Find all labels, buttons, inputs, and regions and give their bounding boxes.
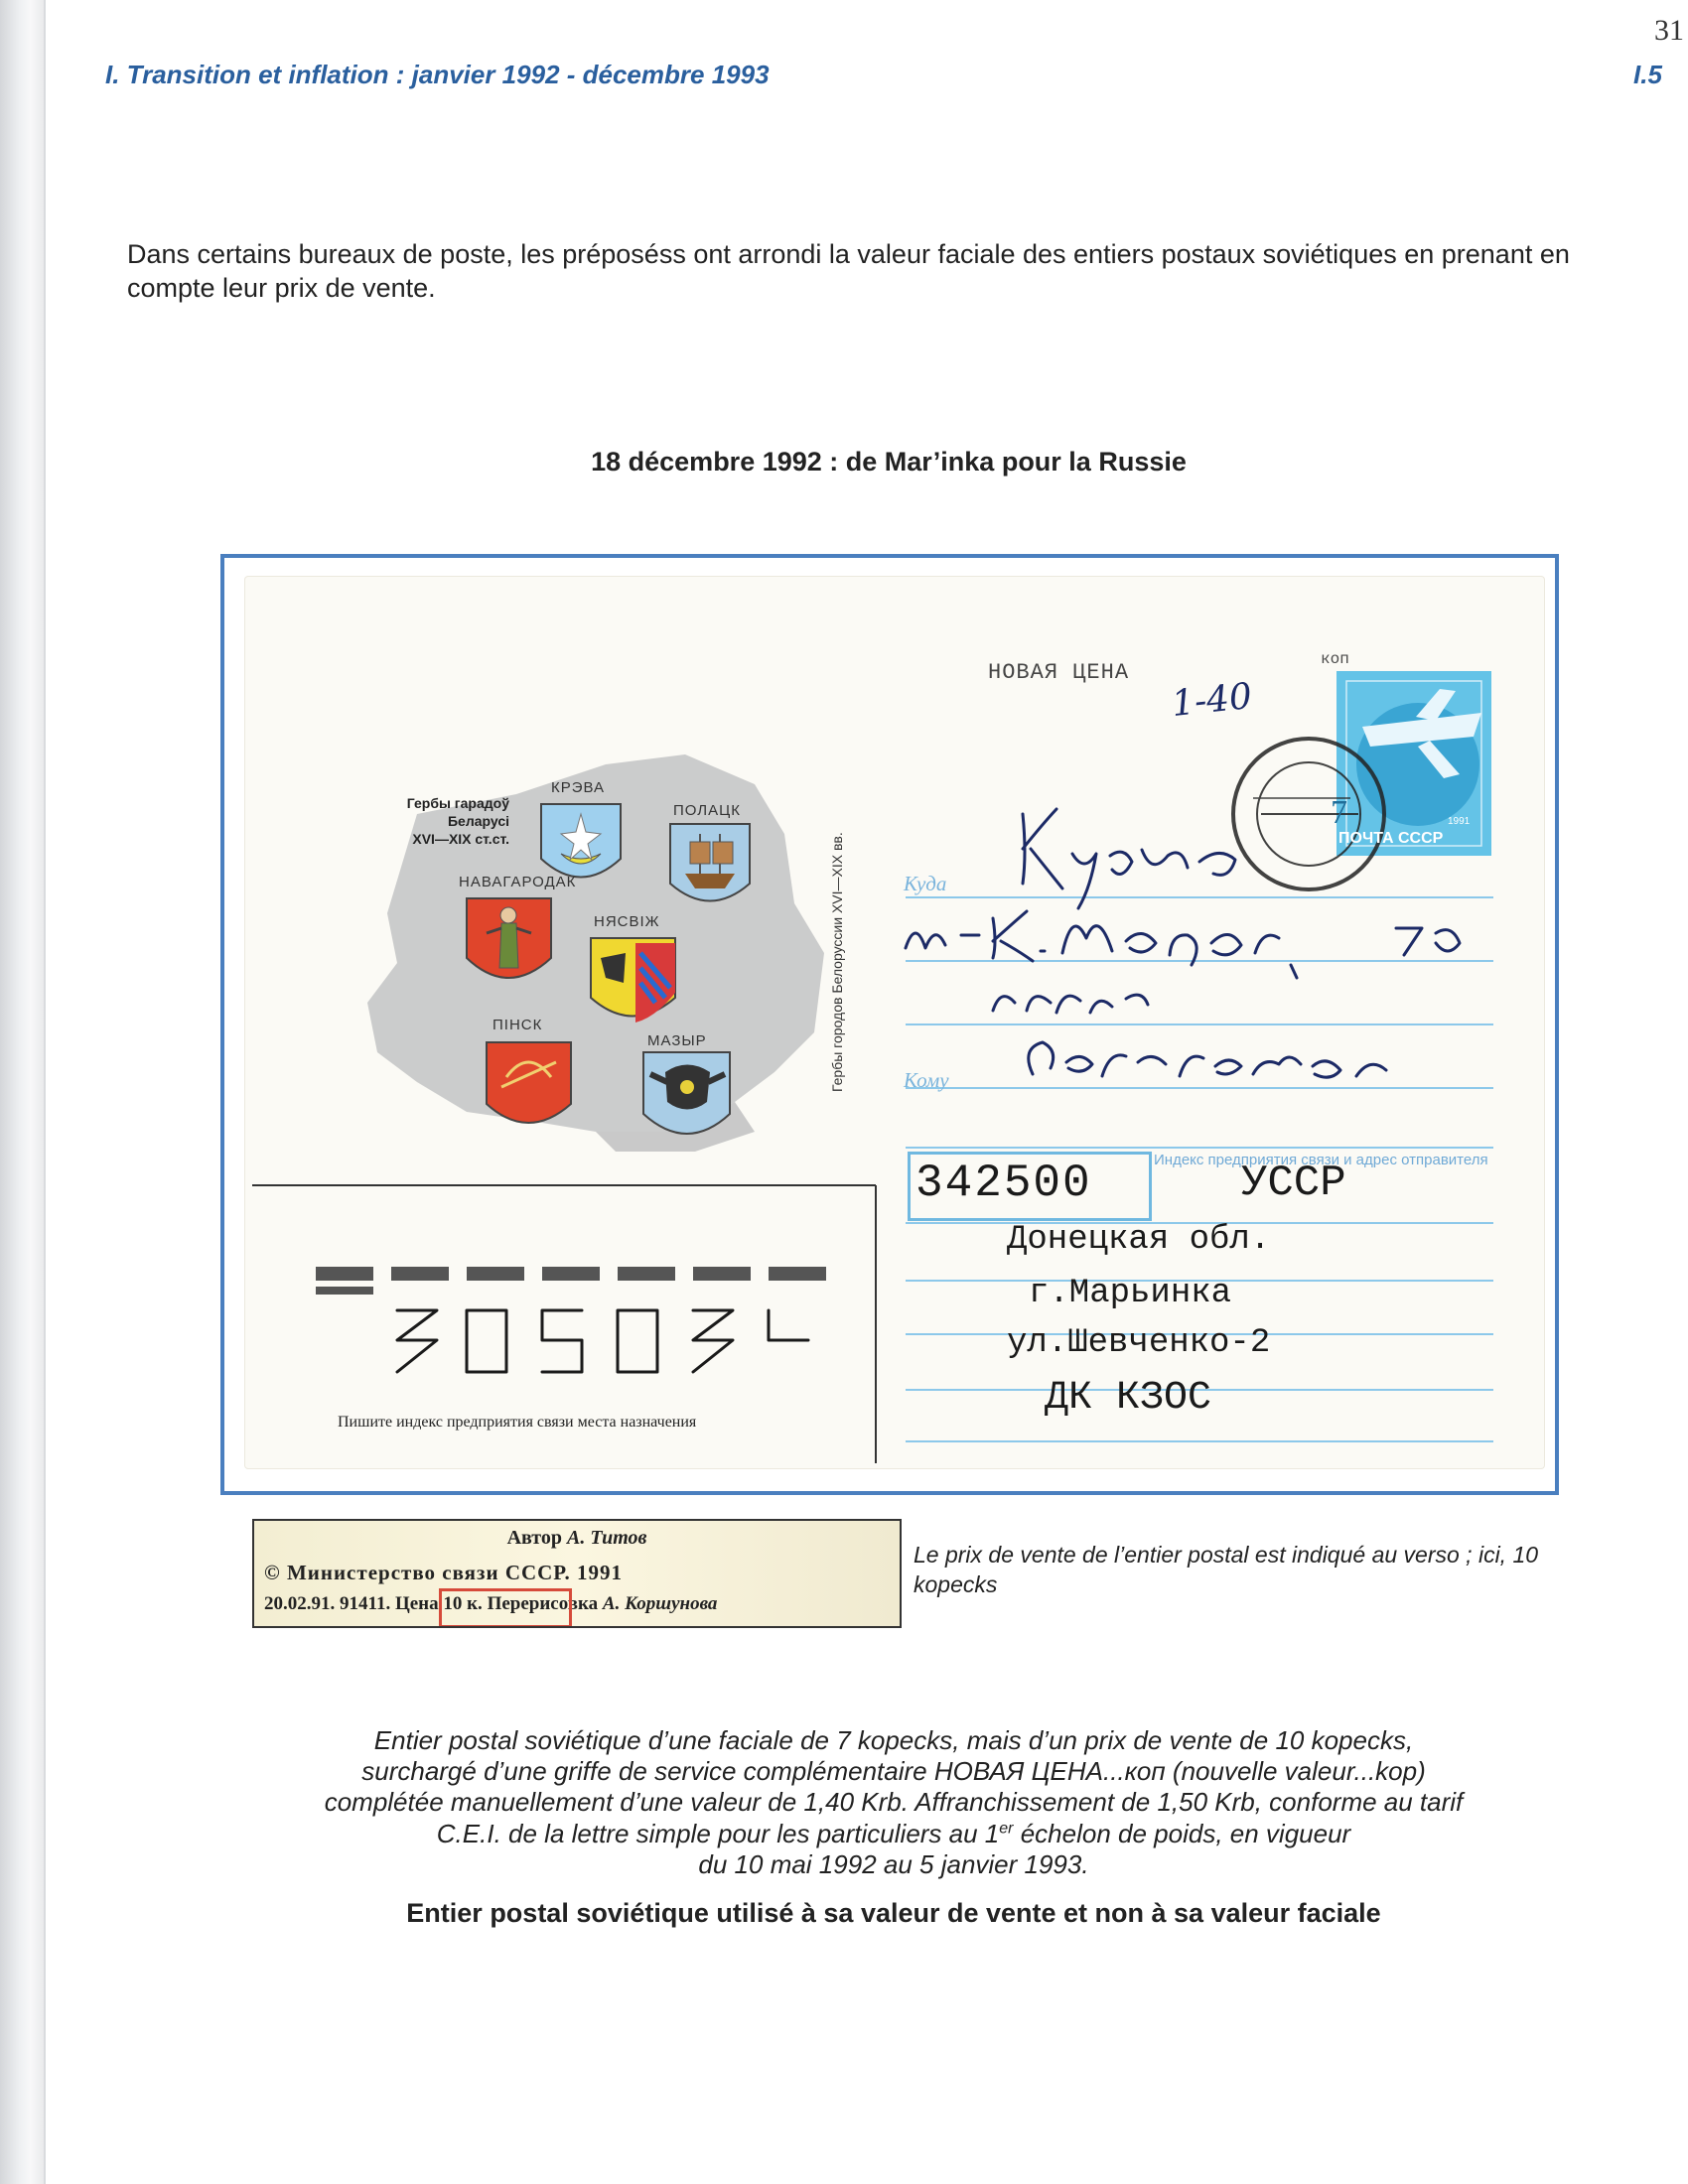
arms-caption-line: Гербы гарадоў <box>406 795 509 811</box>
sender-index: 342500 <box>915 1158 1092 1209</box>
superscript: er <box>999 1819 1014 1837</box>
description-line: du 10 mai 1992 au 5 janvier 1993. <box>698 1848 1089 1879</box>
surcharge-kop: коп <box>1321 650 1349 668</box>
sender-line-4: ДК КЗОС <box>1045 1376 1212 1421</box>
description-line: surchargé d’une griffe de service complémentaire НОВАЯ ЦЕНА...коп (nouvelle valeur...kop) <box>361 1756 1426 1787</box>
redraw-name: А. Коршунова <box>602 1593 718 1614</box>
stamp-country: ПОЧТА СССР <box>1338 830 1444 847</box>
index-grid-bars-icon <box>316 1267 826 1295</box>
description-text: échelon de poids, en vigueur <box>1013 1818 1351 1848</box>
stamp-year: 1991 <box>1448 816 1471 827</box>
print-code: 20.02.91. 91411. <box>264 1593 391 1614</box>
manual-price: 1-40 <box>1170 675 1254 726</box>
page-number: 31 <box>1654 14 1684 47</box>
author-label: Автор <box>506 1527 562 1549</box>
arm-mazyr-icon <box>643 1052 730 1134</box>
sender-country: УССР <box>1241 1159 1346 1208</box>
surcharge-novaya-tsena: НОВАЯ ЦЕНА <box>988 660 1130 685</box>
cover-subtitle: 18 décembre 1992 : de Mar’inka pour la Russie <box>591 447 1187 477</box>
section-code: I.5 <box>1633 60 1662 89</box>
verso-price: Цена 10 к. <box>394 1593 483 1614</box>
description-text: C.E.I. de la lettre simple pour les particuliers au 1 <box>436 1818 1000 1848</box>
kuda-label: Куда <box>904 872 947 895</box>
arm-polatsk-icon <box>670 824 750 901</box>
sender-line-2: г.Марьинка <box>1029 1275 1232 1312</box>
sender-line-3: ул.Шевченко-2 <box>1007 1324 1271 1362</box>
description-line: Entier postal soviétique d’une faciale de 7 kopecks, mais d’un prix de vente de 10 kopecks, <box>373 1725 1414 1755</box>
sender-line-1: Донецкая обл. <box>1007 1221 1271 1259</box>
verso-author <box>254 1527 900 1550</box>
arm-label-navahrudak: НАВАГАРОДАК <box>459 874 577 890</box>
arm-label-nyasvizh: НЯСВІЖ <box>594 913 660 930</box>
arm-label-pinsk: ПІНСК <box>492 1017 543 1033</box>
arm-label-kreva: КРЭВА <box>551 779 606 796</box>
verso-ministry: © Министерство связи СССР. 1991 <box>264 1561 624 1584</box>
stamp-icon <box>1336 671 1491 856</box>
index-instruction: Пишите индекс предприятия связи места назначения <box>338 1414 697 1431</box>
price-highlight <box>439 1588 572 1628</box>
arm-label-polatsk: ПОЛАЦК <box>673 802 741 819</box>
arm-label-mazyr: МАЗЫР <box>647 1032 707 1049</box>
description <box>129 1725 1658 1880</box>
destination-index-digits-icon <box>397 1310 808 1372</box>
description-line: complétée manuellement d’une valeur de 1,40 Krb. Affranchissement de 1,50 Krb, conforme au tarif <box>324 1787 1464 1818</box>
author-name: А. Титов <box>567 1527 647 1549</box>
arm-kreva-icon <box>541 804 621 878</box>
verso-inset <box>252 1519 902 1628</box>
verso-note: Le prix de vente de l’entier postal est indiqué au verso ; ici, 10 kopecks <box>914 1542 1539 1597</box>
description-line <box>129 1819 1658 1849</box>
arms-caption-line: Беларусі <box>447 813 509 830</box>
komu-label: Кому <box>904 1068 949 1092</box>
arm-navahrudak-icon <box>467 898 551 978</box>
conclusion: Entier postal soviétique utilisé à sa valeur de vente et non à sa valeur faciale <box>406 1898 1381 1928</box>
arms-caption-line: XVI—XIX ст.ст. <box>412 831 509 848</box>
arm-pinsk-icon <box>487 1042 571 1123</box>
intro-paragraph: Dans certains bureaux de poste, les préposéss ont arrondi la valeur faciale des entiers postaux soviétiques en prenant en compte leur prix de vente. <box>127 239 1570 303</box>
arms-caption <box>385 794 509 849</box>
index-label: Индекс предприятия связи и адрес отправителя <box>1154 1152 1488 1168</box>
stamp-value: 7 <box>1331 794 1347 831</box>
arms-vertical-caption: Гербы городов Белоруссии XVI—XIX вв. <box>829 832 845 1092</box>
section-title: I. Transition et inflation : janvier 1992 - décembre 1993 <box>105 60 770 89</box>
redraw-label: Перерисовка <box>487 1593 599 1614</box>
